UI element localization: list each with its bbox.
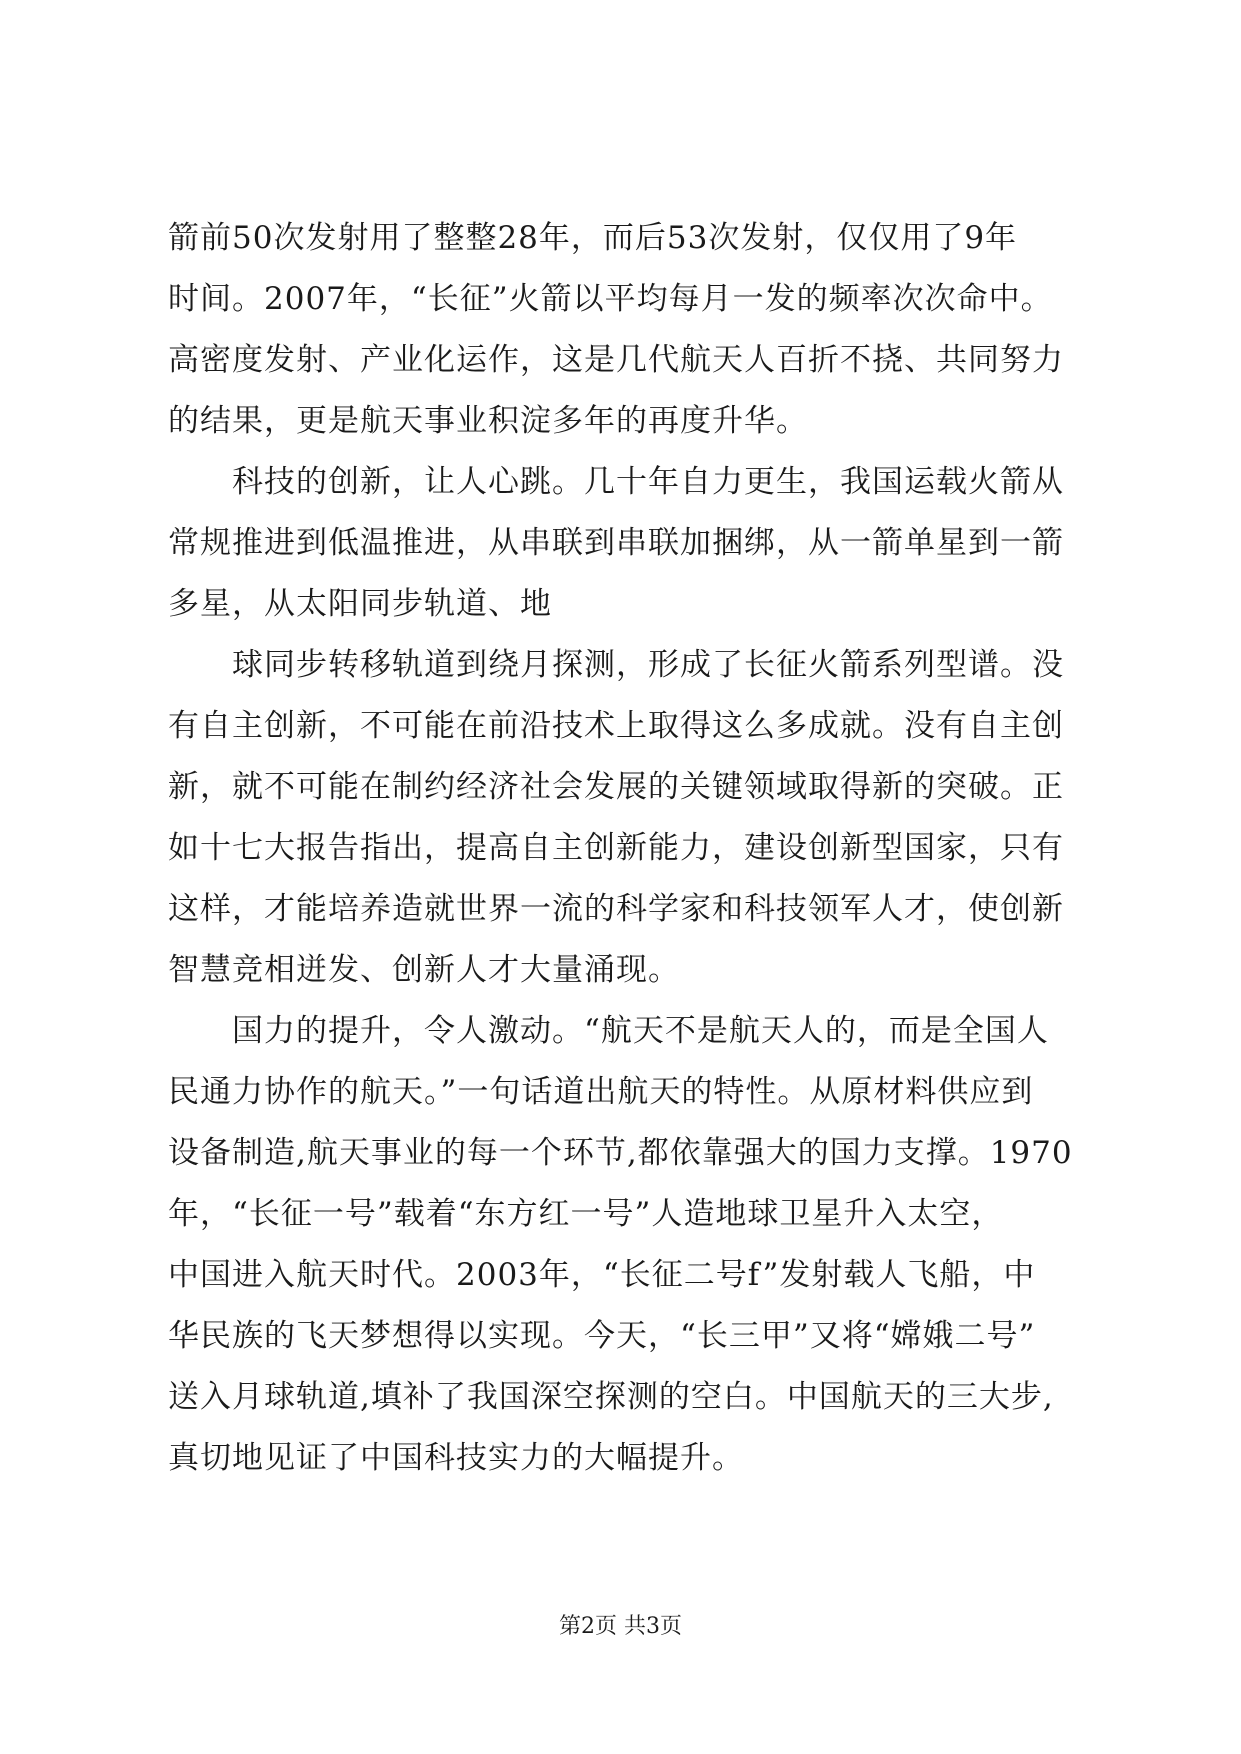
text-line: 时间。2007年，“长征”火箭以平均每月一发的频率次次命中。 xyxy=(168,281,1053,317)
text-line: 真切地见证了中国科技实力的大幅提升。 xyxy=(168,1440,744,1476)
text-line: 华民族的飞天梦想得以实现。今天，“长三甲”又将“嫦娥二号” xyxy=(168,1318,1036,1354)
text-line: 箭前50次发射用了整整28年，而后53次发射，仅仅用了9年 xyxy=(168,220,1018,256)
text-line: 国力的提升，令人激动。“航天不是航天人的，而是全国人 xyxy=(232,1013,1049,1049)
text-line: 有自主创新，不可能在前沿技术上取得这么多成就。没有自主创 xyxy=(168,708,1064,744)
text-line: 科技的创新，让人心跳。几十年自力更生，我国运载火箭从 xyxy=(232,464,1064,500)
text-line: 民通力协作的航天。”一句话道出航天的特性。从原材料供应到 xyxy=(168,1074,1034,1110)
body-text xyxy=(168,208,1088,1489)
text-line: 如十七大报告指出，提高自主创新能力，建设创新型国家，只有 xyxy=(168,830,1064,866)
text-line: 这样，才能培养造就世界一流的科学家和科技领军人才，使创新 xyxy=(168,891,1064,927)
text-line: 常规推进到低温推进，从串联到串联加捆绑，从一箭单星到一箭 xyxy=(168,525,1064,561)
text-line: 智慧竞相迸发、创新人才大量涌现。 xyxy=(168,952,680,988)
text-line: 多星，从太阳同步轨道、地 xyxy=(168,586,552,622)
text-line: 高密度发射、产业化运作，这是几代航天人百折不挠、共同努力 xyxy=(168,342,1064,378)
text-line: 的结果，更是航天事业积淀多年的再度升华。 xyxy=(168,403,808,439)
page-footer: 第2页 共3页 xyxy=(559,1614,682,1639)
text-line: 设备制造,航天事业的每一个环节,都依靠强大的国力支撑。1970 xyxy=(168,1135,1073,1171)
text-line: 年，“长征一号”载着“东方红一号”人造地球卫星升入太空， xyxy=(168,1196,1004,1232)
text-line: 中国进入航天时代。2003年，“长征二号f”发射载人飞船，中 xyxy=(168,1257,1036,1293)
text-line: 送入月球轨道,填补了我国深空探测的空白。中国航天的三大步, xyxy=(168,1379,1054,1415)
text-line: 球同步转移轨道到绕月探测，形成了长征火箭系列型谱。没 xyxy=(232,647,1064,683)
text-line: 新，就不可能在制约经济社会发展的关键领域取得新的突破。正 xyxy=(168,769,1064,805)
